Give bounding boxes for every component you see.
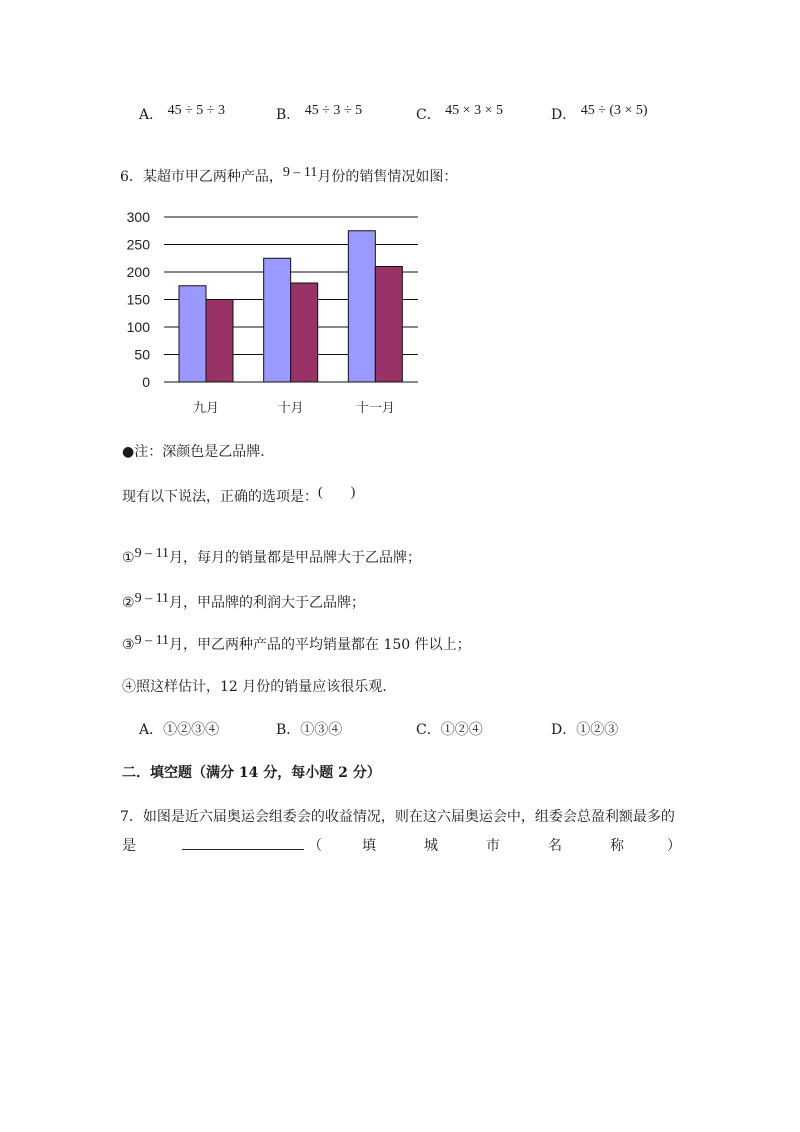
statement-mark: ③: [122, 637, 135, 653]
q7-word-market: 市: [486, 838, 500, 854]
y-tick-label: 50: [134, 346, 150, 363]
option-letter: B．: [276, 722, 301, 738]
q6-answer-paren: ( ): [318, 485, 356, 500]
bar: [291, 283, 318, 382]
chart-y-ticks: [127, 209, 151, 390]
statement-mark: ④: [122, 679, 136, 695]
option-text: ①③④: [300, 722, 343, 738]
sales-bar-chart: [112, 205, 432, 420]
statement-2: [122, 592, 365, 612]
q7-word-title: 称: [610, 838, 624, 854]
option-text: ①②④: [440, 722, 483, 738]
q6-option-b: [276, 719, 342, 739]
option-letter: D．: [551, 722, 577, 738]
statement-3: [122, 634, 471, 654]
q5-option-d: [551, 104, 648, 124]
y-tick-label: 300: [126, 209, 150, 225]
q6-option-c: [416, 719, 483, 739]
statement-text: 月，甲乙两种产品的平均销量都在 150 件以上；: [169, 637, 471, 653]
section-2-title: 二．填空题（满分 14 分，每小题 2 分）: [122, 765, 381, 781]
q5-option-c: [416, 104, 503, 124]
q6-prompt: [122, 486, 355, 506]
option-letter: C．: [416, 107, 441, 123]
option-text: ①②③: [576, 722, 619, 738]
statement-range: 9 – 11: [134, 633, 170, 648]
q7-word-city: 城: [424, 838, 438, 854]
bar: [348, 231, 375, 382]
chart-x-ticks: [193, 400, 395, 416]
option-letter: A．: [139, 722, 164, 738]
option-text: ①②③④: [163, 722, 220, 738]
option-letter: A．: [139, 107, 164, 123]
option-expression: 45 ÷ (3 × 5): [580, 103, 648, 118]
answer-blank[interactable]: [182, 837, 304, 850]
x-tick-label: 九月: [192, 401, 220, 416]
option-letter: D．: [551, 107, 577, 123]
statement-range: 9 – 11: [134, 546, 170, 561]
bar: [206, 300, 233, 383]
option-expression: 45 ÷ 5 ÷ 3: [167, 103, 225, 118]
q7-line-1: 7．如图是近六届奥运会组委会的收益情况，则在这六届奥运会中，组委会总盈利额最多的: [120, 809, 675, 825]
q5-option-b: [276, 104, 362, 124]
q7-paren-close: ）: [667, 838, 681, 854]
y-tick-label: 0: [142, 374, 150, 390]
q6-prompt-text: 现有以下说法，正确的选项是：: [122, 489, 318, 505]
option-expression: 45 ÷ 3 ÷ 5: [304, 103, 363, 118]
q7-line-2-start: 是: [122, 838, 136, 854]
option-expression: 45 × 3 × 5: [445, 103, 503, 118]
q7-line-2: [122, 835, 682, 855]
chart-bars: [179, 231, 402, 382]
chart-note: ●注：深颜色是乙品牌.: [122, 444, 265, 460]
statement-1: [122, 547, 421, 567]
statement-text: 月，甲品牌的利润大于乙品牌；: [169, 595, 366, 611]
q7-paren-open: （: [308, 838, 322, 854]
statement-mark: ①: [122, 550, 135, 566]
option-letter: B．: [276, 107, 301, 123]
q6-option-d: [551, 719, 618, 739]
bar: [264, 258, 291, 382]
y-tick-label: 150: [126, 291, 150, 308]
statement-text: 照这样估计，12 月份的销量应该很乐观.: [136, 679, 387, 695]
y-tick-label: 200: [126, 264, 150, 280]
x-tick-label: 十月: [277, 401, 304, 416]
x-tick-label: 十一月: [355, 401, 395, 416]
q6-stem: [120, 166, 457, 186]
q6-prefix: 6．某超市甲乙两种产品，: [120, 169, 283, 185]
statement-4: [122, 676, 387, 696]
y-tick-label: 100: [126, 319, 150, 335]
q6-range: 9 – 11: [282, 165, 318, 180]
q6-option-a: [139, 719, 219, 739]
bar: [179, 286, 206, 382]
q7-word-fill: 填: [362, 838, 376, 854]
option-letter: C．: [416, 722, 441, 738]
statement-range: 9 – 11: [134, 591, 170, 606]
statement-text: 月，每月的销量都是甲品牌大于乙品牌；: [169, 550, 422, 566]
q6-suffix: 月份的销售情况如图：: [317, 169, 458, 185]
statement-mark: ②: [122, 595, 135, 611]
q7-word-name: 名: [548, 838, 562, 854]
bar: [375, 267, 402, 383]
q5-option-a: [139, 104, 225, 124]
y-tick-label: 250: [126, 236, 150, 253]
